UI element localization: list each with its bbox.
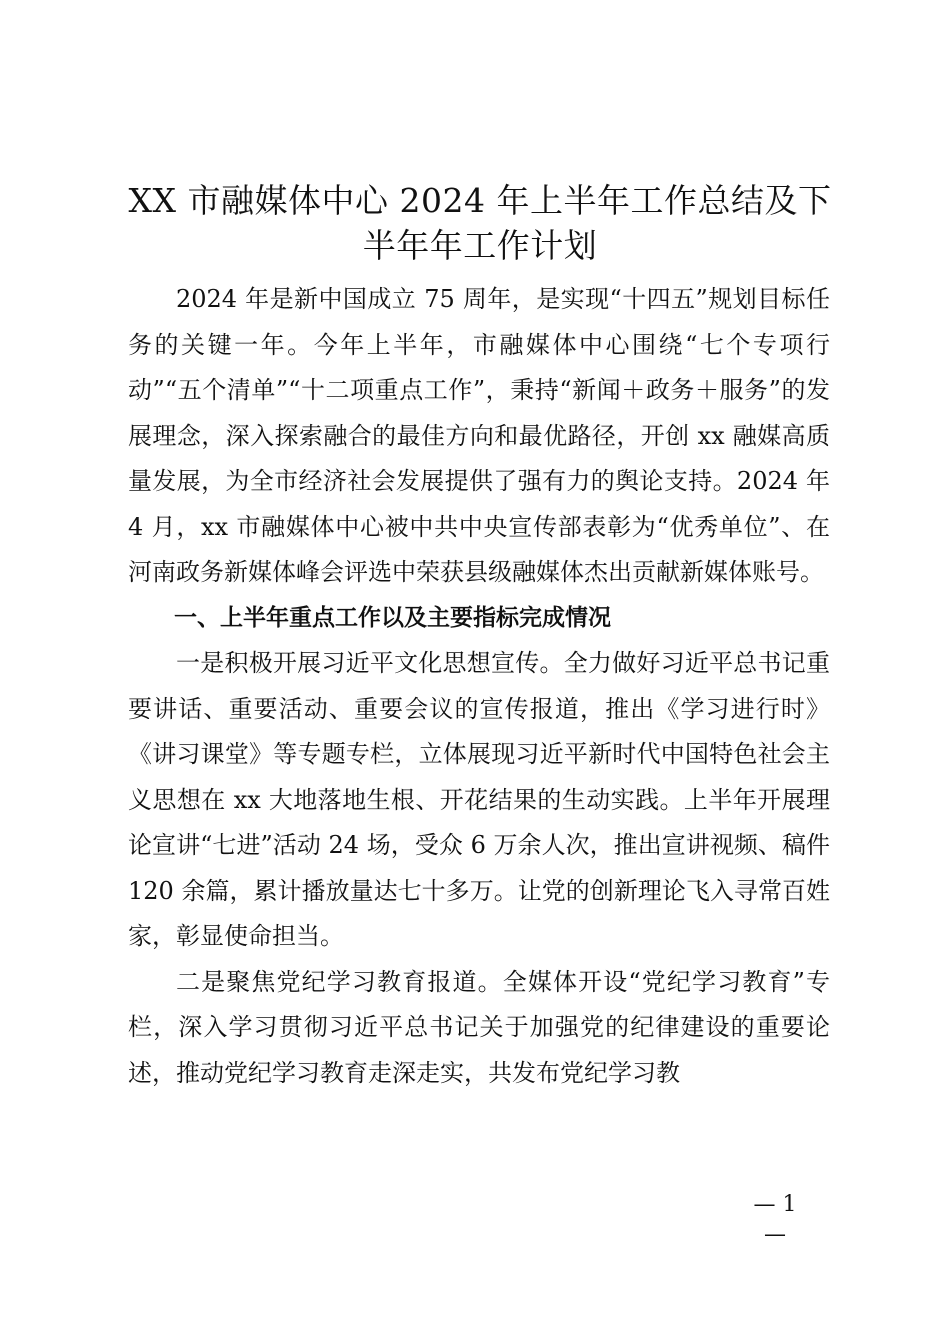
section-heading-1: 一、上半年重点工作以及主要指标完成情况	[174, 604, 611, 631]
document-body	[128, 277, 830, 1096]
title-line-2: 半年年工作计划	[362, 226, 598, 265]
paragraph-2: 二是聚焦党纪学习教育报道。全媒体开设“党纪学习教育”专栏，深入学习贯彻习近平总书记关于加强党的纪律建设的重要论述，推动党纪学习教育走深走实，共发布党纪学习教	[128, 967, 830, 1087]
title-line-1: XX 市融媒体中心 2024 年上半年工作总结及下	[128, 181, 832, 220]
document-title	[110, 178, 850, 268]
page-number: — 1 —	[753, 1192, 797, 1247]
intro-paragraph: 2024 年是新中国成立 75 周年，是实现“十四五”规划目标任务的关键一年。今年上半年，市融媒体中心围绕“七个专项行动”“五个清单”“十二项重点工作”，秉持“新闻＋政务＋服务”的发展理念，深入探索融合的最佳方向和最优路径，开创 xx 融媒高质量发展，为全市经济社会发展提供了强有力的舆论支持。2024 年 4 月，xx 市融媒体中心被中共中央宣传部表彰为“优秀单位”、在河南政务新媒体峰会评选中荣获县级融媒体杰出贡献新媒体账号。	[128, 285, 830, 586]
paragraph-1: 一是积极开展习近平文化思想宣传。全力做好习近平总书记重要讲话、重要活动、重要会议的宣传报道，推出《学习进行时》《讲习课堂》等专题专栏，立体展现习近平新时代中国特色社会主义思想在 xx 大地落地生根、开花结果的生动实践。上半年开展理论宣讲“七进”活动 24 场，受众 6 万余人次，推出宣讲视频、稿件 120 余篇，累计播放量达七十多万。让党的创新理论飞入寻常百姓家，彰显使命担当。	[128, 649, 830, 950]
